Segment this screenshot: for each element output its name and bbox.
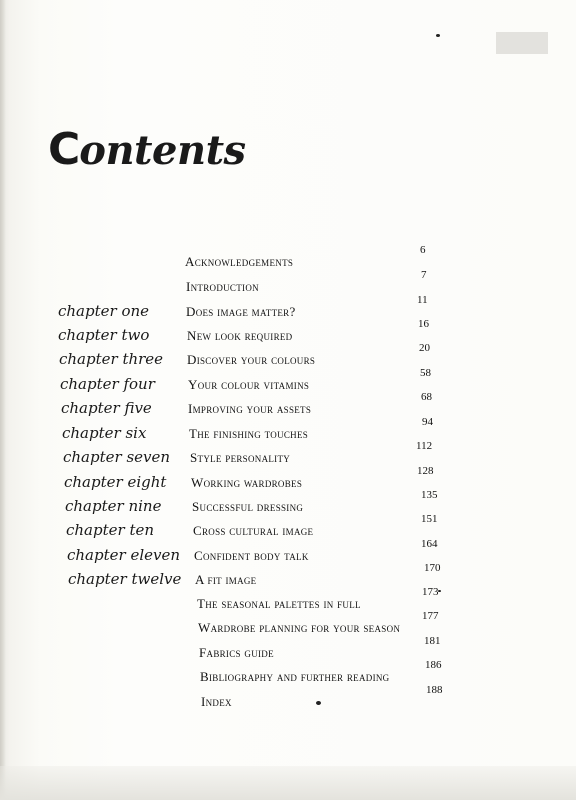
- toc-page-number: 94: [422, 416, 433, 428]
- toc-entry-title: Working wardrobes: [191, 475, 303, 490]
- toc-chapter-label: chapter three: [59, 350, 164, 368]
- toc-entry-title: Index: [201, 694, 232, 709]
- toc-entry-title: Discover your colours: [187, 352, 316, 367]
- toc-page-number: 20: [419, 342, 430, 354]
- toc-page-number: 6: [420, 244, 426, 256]
- page-title: [48, 124, 246, 175]
- ink-speck: [436, 34, 440, 37]
- toc-page-number: 16: [418, 318, 429, 330]
- toc-chapter-label: chapter one: [58, 302, 150, 320]
- toc-entry-title: Confident body talk: [194, 548, 309, 563]
- toc-chapter-label: chapter seven: [63, 448, 171, 466]
- toc-chapter-label: chapter six: [62, 424, 147, 442]
- toc-entry-title: The finishing touches: [189, 426, 309, 441]
- toc-page-number: 11: [417, 294, 428, 306]
- toc-chapter-label: chapter two: [58, 326, 150, 344]
- toc-entry-title: Wardrobe planning for your season: [198, 620, 401, 635]
- toc-entry-title: Cross cultural image: [193, 523, 314, 538]
- toc-entry-title: New look required: [187, 328, 293, 343]
- toc-entry-title: Successful dressing: [192, 499, 304, 514]
- toc-page-number: 151: [421, 513, 438, 525]
- toc-page-number: 112: [416, 440, 433, 452]
- toc-entry-title: Introduction: [186, 279, 259, 294]
- page-title-first-letter: C: [48, 124, 80, 175]
- toc-entry-title: Fabrics guide: [199, 645, 274, 660]
- toc-page-number: 188: [426, 684, 443, 696]
- toc-row: [0, 659, 500, 687]
- page-corner-mark: [496, 32, 548, 54]
- toc-page-number: 181: [424, 635, 441, 647]
- toc-entry-title: Improving your assets: [188, 401, 312, 416]
- toc-entry-title: Does image matter?: [186, 304, 296, 319]
- toc-chapter-label: chapter ten: [66, 521, 155, 539]
- toc-entry-title: Bibliography and further reading: [200, 669, 390, 684]
- toc-row: [0, 684, 500, 712]
- toc-entry-title: Acknowledgements: [185, 254, 294, 269]
- toc-entry-title: Your colour vitamins: [188, 377, 310, 392]
- toc-page-number: 186: [425, 659, 442, 671]
- toc-page-number: 135: [421, 489, 438, 501]
- toc-page-number: 173: [422, 586, 439, 598]
- page-bottom-edge: [0, 766, 576, 800]
- toc-page-number: 7: [421, 269, 427, 281]
- toc-page-number: 58: [420, 367, 431, 379]
- toc-chapter-label: chapter eight: [64, 473, 167, 491]
- toc-page-number: 164: [421, 538, 438, 550]
- toc-chapter-label: chapter twelve: [68, 570, 182, 588]
- toc-chapter-label: chapter four: [60, 375, 155, 393]
- toc-page-number: 128: [417, 465, 434, 477]
- toc-chapter-label: chapter five: [61, 399, 152, 417]
- page-title-rest: ontents: [79, 127, 246, 174]
- toc-page-number: 170: [424, 562, 441, 574]
- toc-page-number: 68: [421, 391, 432, 403]
- toc-entry-title: The seasonal palettes in full: [197, 596, 361, 611]
- toc-page-number: 177: [422, 610, 439, 622]
- toc-entry-title: A fit image: [195, 572, 257, 587]
- toc-entry-title: Style personality: [190, 450, 291, 465]
- toc-chapter-label: chapter nine: [65, 497, 162, 515]
- toc-chapter-label: chapter eleven: [67, 546, 181, 564]
